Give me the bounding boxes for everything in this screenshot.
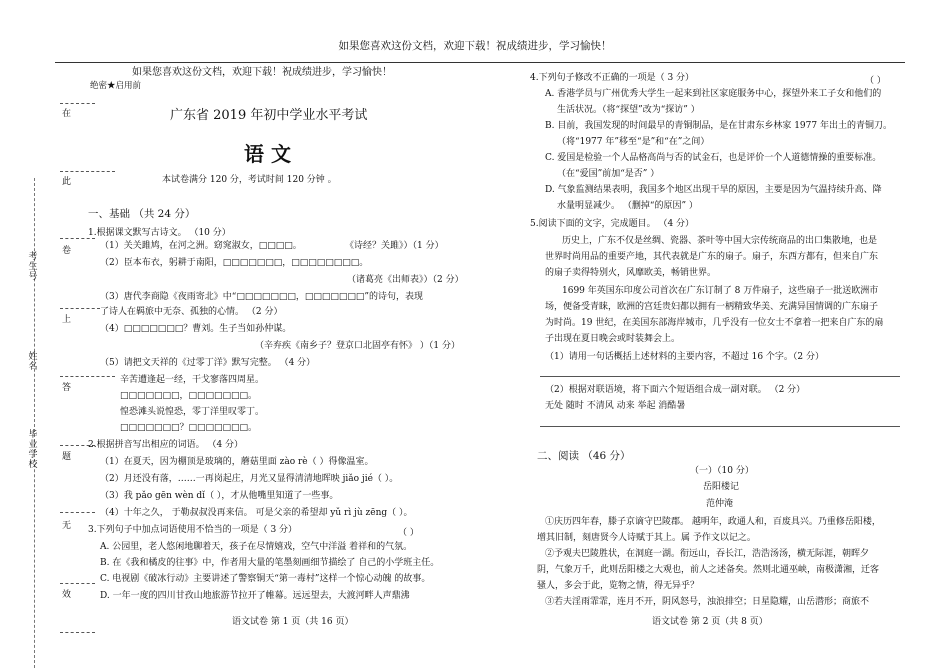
question-line: （3）我 pǎo gēn wèn dǐ（ ），才从他嘴里知道了一些事。	[100, 491, 339, 501]
margin-char: 此	[62, 177, 72, 187]
question-line: （1）请用一句话概括上述材料的主要内容，不超过 16 个字。（2 分）	[545, 352, 824, 362]
passage-line: ①庆历四年春，滕子京谪守巴陵郡。 越明年，政通人和，百废具兴。乃重修岳阳楼，	[545, 517, 881, 527]
passage-line: 阴，气象万千，此则岳阳楼之大观也，前人之述备矣。然则北通巫峡，南极潇湘，迁客	[537, 565, 880, 575]
question-line: （1）关关雎鸠，在河之洲。窈窕淑女，□□□□。	[100, 241, 302, 251]
page-banner: 如果您喜欢这份文档，欢迎下载！祝成绩进步，学习愉快！	[338, 40, 612, 52]
margin-char: 题	[62, 452, 72, 462]
header-rule	[55, 62, 905, 63]
section-heading-basics: 一、基础 （共 24 分）	[88, 208, 196, 220]
subject-title: 语 文	[244, 142, 291, 166]
margin-char: 效	[62, 590, 72, 600]
question-line: （4）□□□□□□□？曹刘。生子当如孙仲谋。	[100, 324, 292, 334]
question-line: （2）根据对联语境，将下面六个短语组合成一副对联。 （2 分）	[545, 385, 806, 395]
question-line: （在“爱国”前加“是否” ）	[557, 169, 660, 179]
question-line: 水量明显减少。 （删掉“的原因” ）	[557, 201, 698, 211]
q5-stem: 5.阅读下面的文字，完成题目。 （4 分）	[530, 219, 695, 229]
passage-line: 世界时尚用品的重要产地，其代表就是广东的扇子。扇子，东西方都有，但来自广东	[545, 252, 879, 262]
question-line: 惶恐滩头说惶恐，零丁洋里叹零丁。	[120, 407, 265, 417]
passage-line: 的扇子卖得特别火，风靡欧美，畅销世界。	[545, 268, 717, 278]
question-line: （1）在夏天，因为棚顶是玻璃的，蘑菇里面 zào rè（ ）得像温室。	[100, 457, 374, 467]
passage-line: 增其旧制，刻唐贤今人诗赋于其上。属 予作文以记之。	[537, 533, 756, 543]
question-line: 生活状况。（将“探望”改为“探访” ）	[557, 105, 700, 115]
subsection-heading: （一）（10 分）	[690, 466, 754, 476]
question-line: B. 目前，我国发现的时间最早的青铜制品，是在甘肃东乡林家 1977 年出土的青铜刀。	[545, 121, 892, 131]
option-c: C. 电视剧《破冰行动》主要讲述了警察铜天“第一毒村”这样一个惊心动魄 的故事。	[100, 574, 431, 584]
question-line: （2）臣本布衣，躬耕于南阳，□□□□□□□，□□□□□□□□。	[100, 258, 369, 268]
left-banner: 如果您喜欢这份文档，欢迎下载！祝成绩进步，学习愉快！	[132, 67, 392, 78]
question-line: □□□□□□□？□□□□□□□。	[120, 423, 258, 433]
question-line: （辛弃疾《南乡子？登京口北固亭有怀》 ）（1 分）	[255, 341, 460, 351]
margin-char: 卷	[62, 246, 72, 256]
question-line: （2）月还没有落，……一再岗起庄，月光又显得清清地晖映 jiǎo jié（ ）。	[100, 474, 399, 484]
right-footer: 语文试卷 第 2 页（共 8 页）	[652, 617, 768, 627]
question-line: 辛苦遭逢起一经，干戈寥落四周星。	[120, 375, 265, 385]
side-label-name: 姓名	[28, 352, 38, 372]
question-line: （诸葛亮《出师表》）（2 分）	[347, 275, 464, 285]
answer-line[interactable]	[540, 426, 900, 427]
passage-line: 子出现在夏日晚会或时装舞会上。	[545, 334, 681, 344]
option-a: A. 公园里，老人悠闲地聊着天，孩子在尽情嬉戏，空气中洋溢 着祥和的气氛。	[100, 542, 413, 552]
side-label-school: 毕业学校	[28, 430, 38, 470]
exam-title: 广东省 2019 年初中学业水平考试	[170, 108, 368, 123]
passage-line: ③若夫淫雨霏霏，连月不开，阴风怒号，浊浪排空；日星隐耀，山岳潜形；商旅不	[545, 597, 870, 607]
question-line: 1.根据课文默写古诗文。 （10 分）	[88, 228, 231, 238]
question-line: D. 气象监测结果表明，我国多个地区出现干旱的原因，主要是因为气温持续升高、降	[545, 185, 882, 195]
passage-line: 历史上，广东不仅是丝绸、瓷器、茶叶等中国大宗传统商品的出口集散地，也是	[562, 236, 878, 246]
passage-line: 1699 年英国东印度公司首次在广东订制了 8 万件扇子，这些扇子一批送欧洲市	[562, 286, 879, 296]
question-line: 2.根据拼音写出相应的词语。 （4 分）	[88, 440, 244, 450]
margin-char: 无	[62, 521, 72, 531]
left-footer: 语文试卷 第 1 页（共 16 页）	[232, 617, 354, 627]
question-line: □□□□□□□，□□□□□□□。	[120, 391, 258, 401]
text-author: 范仲淹	[706, 499, 734, 509]
question-line: （将“1977 年”移至“是”和“在”之间）	[557, 137, 710, 147]
question-line: 了诗人在羁旅中无奈、孤独的心情。 （2 分）	[100, 307, 283, 317]
question-line: （5）请把文天祥的《过零丁洋》默写完整。 （4 分）	[100, 358, 316, 368]
option-d: D. 一年一度的四川甘孜山地旅游节拉开了帷幕。远远望去，大渡河畔人声鼎沸	[100, 591, 410, 601]
question-line: A. 香港学员与广州优秀大学生一起来到社区家庭服务中心，探望外来工子女和他们的	[545, 89, 882, 99]
answer-paren[interactable]: （ ）	[865, 76, 886, 86]
passage-line: ②予观夫巴陵胜状，在洞庭一湖。衔远山，吞长江，浩浩汤汤，横无际涯，朝晖夕	[545, 549, 870, 559]
passage-line: 骚人，多会于此，览物之情，得无异乎？	[537, 581, 700, 591]
passage-line: 场，便备受青睐，欧洲的宫廷贵妇都以拥有一柄精致华美、充满异国情调的广东扇子	[545, 302, 879, 312]
question-line: （3）唐代李商隐《夜雨寄北》中“□□□□□□□，□□□□□□□”的诗句，表现	[100, 292, 423, 302]
answer-line[interactable]	[540, 376, 900, 377]
margin-char: 在	[62, 109, 72, 119]
margin-char: 答	[62, 383, 72, 393]
answer-paren[interactable]: （ ）	[398, 528, 419, 538]
option-b: B. 在《我和橘皮的往事》中，作者用大量的笔墨刻画细节描绘了 自己的小学班主任。	[100, 558, 440, 568]
q4-stem: 4.下列句子修改不正确的一项是（ 3 分）	[530, 73, 695, 83]
question-line: C. 爱国是检验一个人品格高尚与否的试金石，也是评价一个人道德情操的重要标准。	[545, 153, 882, 163]
question-line: 3.下列句子中加点词语使用不恰当的一项是（ 3 分）	[88, 525, 298, 535]
phrase-list: 无处 随时 不清风 动来 举起 消酷暑	[545, 401, 686, 411]
secret-label: 绝密★启用前	[90, 81, 142, 91]
text-title: 岳阳楼记	[703, 482, 740, 492]
question-line: 《诗经？关雎》）（1 分）	[345, 241, 444, 251]
margin-char: 上	[62, 315, 72, 325]
passage-line: 为时尚。19 世纪，在美国东部海岸城市，几乎没有一位女士不拿着一把来自广东的扇	[545, 318, 884, 328]
section-heading-reading: 二、阅读 （46 分）	[537, 450, 631, 462]
exam-info: 本试卷满分 120 分，考试时间 120 分钟 。	[162, 175, 337, 185]
side-label-student-id: 考生号	[28, 252, 38, 282]
question-line: （4）十年之久， 于勒叔叔没再来信。 可是父亲的希望却 yǔ rì jù zēng（ ）。	[100, 508, 413, 518]
